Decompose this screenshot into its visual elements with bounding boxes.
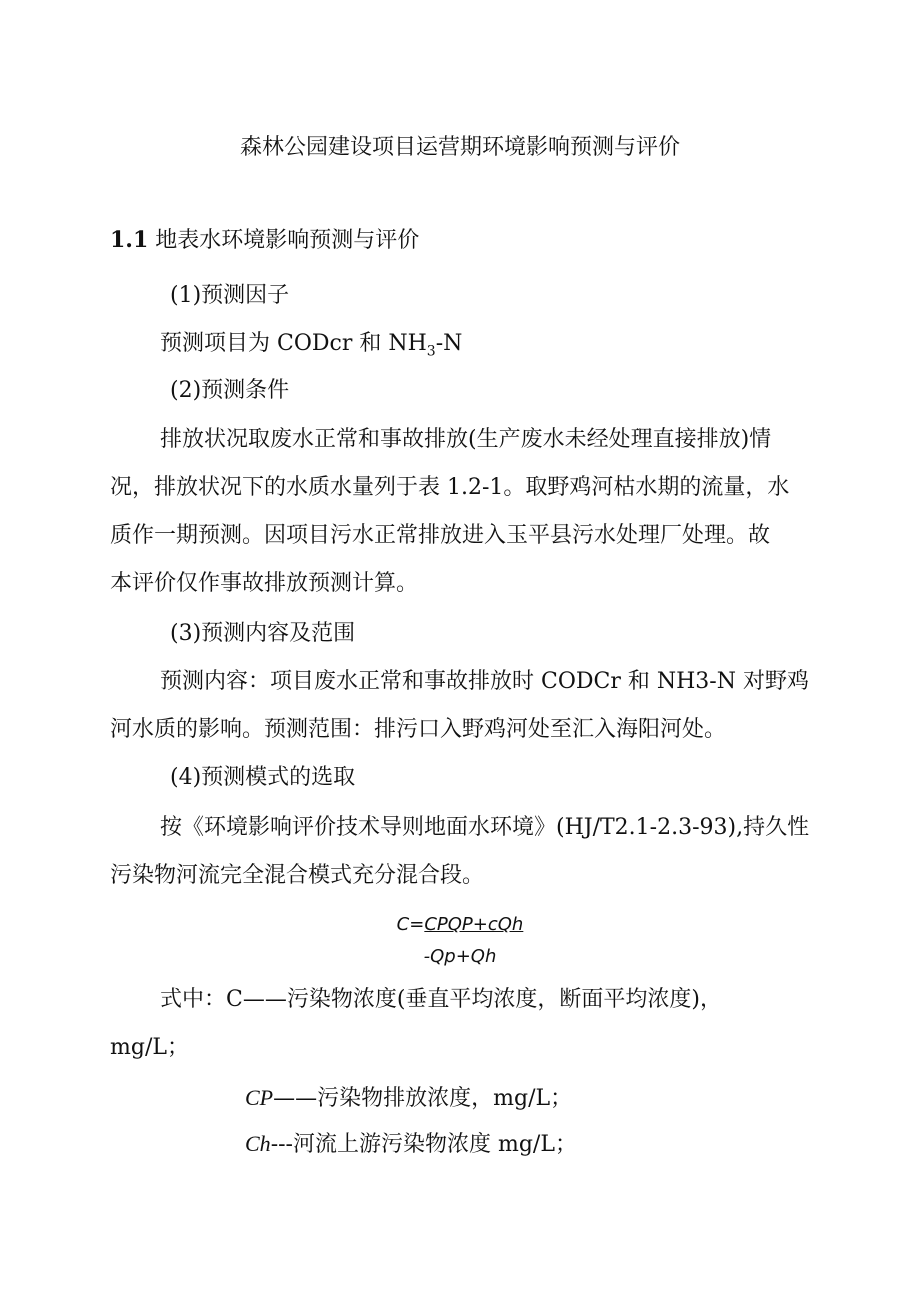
definition-ch	[245, 1130, 577, 1159]
paragraph-prediction-items	[160, 330, 462, 365]
paragraph-line: 式中：C——污染物浓度(垂直平均浓度，断面平均浓度)，	[160, 987, 723, 1012]
paragraph-line: 河水质的影响。预测范围：排污口入野鸡河处至汇入海阳河处。	[110, 717, 727, 742]
formula-numerator-line	[0, 914, 920, 935]
paragraph-line: mg/L；	[110, 1035, 189, 1060]
subheading-prediction-conditions: (2)预测条件	[170, 378, 290, 403]
paragraph-line: 排放状况取废水正常和事故排放(生产废水未经处理直接排放)情	[160, 427, 772, 452]
symbol: Ch	[245, 1131, 271, 1156]
paragraph-line: 按《环境影响评价技术导则地面水环境》(HJ/T2.1-2.3-93),持久性	[160, 815, 810, 840]
section-heading	[110, 226, 419, 255]
formula-lhs: C=	[396, 914, 425, 935]
symbol: CP	[245, 1085, 274, 1110]
definition-text: ---河流上游污染物浓度 mg/L；	[270, 1132, 577, 1157]
paragraph-line: 污染物河流完全混合模式充分混合段。	[110, 863, 485, 888]
paragraph-line: 本评价仅作事故排放预测计算。	[110, 571, 419, 596]
definition-cp	[245, 1084, 572, 1113]
document-title: 森林公园建设项目运营期环境影响预测与评价	[239, 135, 680, 160]
subheading-prediction-factors: (1)预测因子	[170, 283, 290, 308]
paragraph-line: 预测内容：项目废水正常和事故排放时 CODCr 和 NH3-N 对野鸡	[160, 669, 809, 694]
paragraph-line: 况，排放状况下的水质水量列于表 1.2-1。取野鸡河枯水期的流量，水	[110, 475, 790, 500]
paragraph-line: 质作一期预测。因项目污水正常排放进入玉平县污水处理厂处理。故	[110, 523, 771, 548]
subheading-model-selection: (4)预测模式的选取	[170, 765, 356, 790]
section-title: 地表水环境影响预测与评价	[155, 228, 420, 253]
paragraph-text: 预测项目为 CODcr 和 NH	[160, 331, 427, 356]
definition-text: ——污染物排放浓度，mg/L；	[273, 1086, 573, 1111]
subheading-prediction-scope: (3)预测内容及范围	[170, 621, 356, 646]
formula-denominator: -Qp+Qh	[423, 946, 497, 967]
paragraph-text: -N	[435, 331, 463, 356]
formula-numerator: CPQP+cQh	[424, 914, 524, 935]
subscript: 3	[426, 343, 436, 360]
section-number: 1.1	[110, 227, 149, 253]
